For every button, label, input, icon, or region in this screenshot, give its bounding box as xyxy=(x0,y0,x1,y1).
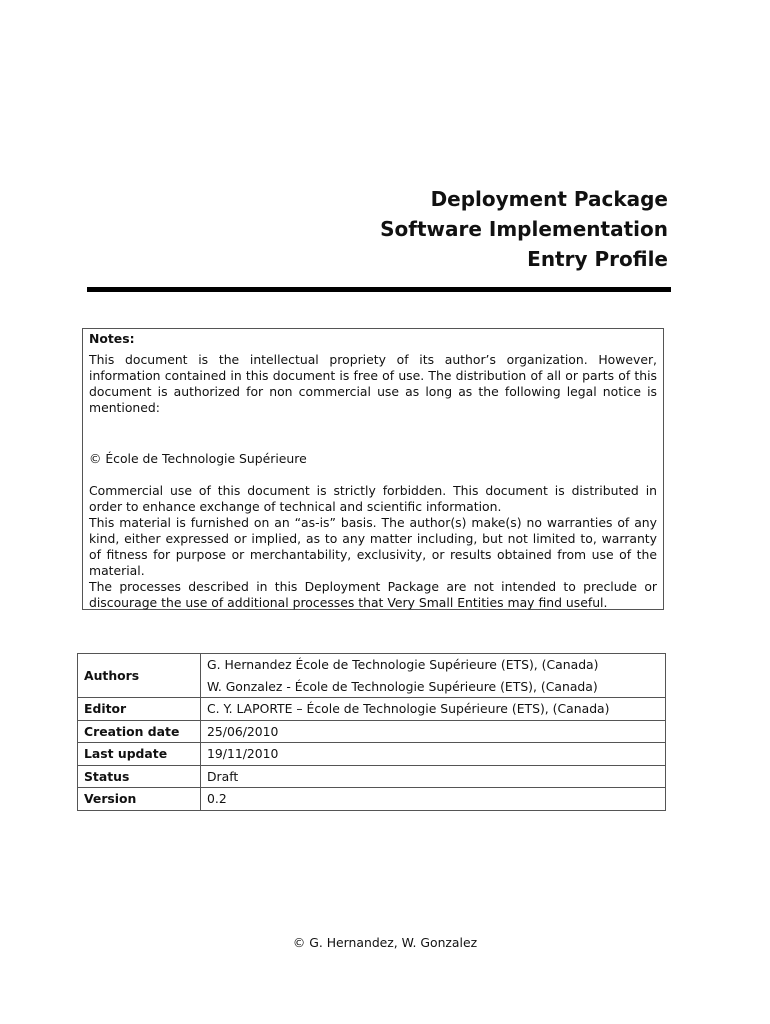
table-row xyxy=(78,720,666,743)
title-rule xyxy=(87,287,671,292)
creation-date-value: 25/06/2010 xyxy=(201,720,666,743)
document-title xyxy=(380,184,668,274)
notes-heading: Notes: xyxy=(89,331,135,346)
notes-box xyxy=(82,328,664,610)
footer-copyright: © G. Hernandez, W. Gonzalez xyxy=(292,935,478,950)
notes-copyright: © École de Technologie Supérieure xyxy=(89,451,307,466)
table-row xyxy=(78,654,666,698)
editor-value: C. Y. LAPORTE – École de Technologie Supérieure (ETS), (Canada) xyxy=(201,698,666,721)
notes-paragraph-3: This material is furnished on an “as-is” basis. The author(s) make(s) no warranties of any kind, either expressed or implied, as to any matter including, but not limited to, warranty of fitness for purpose or merchantability, exclusivity, or results obtained from use of the material. xyxy=(89,515,657,578)
table-row xyxy=(78,788,666,811)
table-row xyxy=(78,743,666,766)
version-label: Version xyxy=(78,788,201,811)
editor-label: Editor xyxy=(78,698,201,721)
title-line-2: Software Implementation xyxy=(380,217,668,241)
author-line-1: G. Hernandez École de Technologie Supérieure (ETS), (Canada) xyxy=(207,657,599,672)
authors-label: Authors xyxy=(78,654,201,698)
title-line-3: Entry Profile xyxy=(527,247,668,271)
version-value: 0.2 xyxy=(201,788,666,811)
status-label: Status xyxy=(78,765,201,788)
table-row xyxy=(78,698,666,721)
last-update-label: Last update xyxy=(78,743,201,766)
status-value: Draft xyxy=(201,765,666,788)
notes-paragraph-4: The processes described in this Deployment Package are not intended to preclude or discourage the use of additional processes that Very Small Entities may find useful. xyxy=(89,579,657,610)
notes-paragraph-2: Commercial use of this document is strictly forbidden. This document is distributed in order to enhance exchange of technical and scientific information. xyxy=(89,483,657,514)
table-row xyxy=(78,765,666,788)
author-line-2: W. Gonzalez - École de Technologie Supérieure (ETS), (Canada) xyxy=(207,678,598,694)
creation-date-label: Creation date xyxy=(78,720,201,743)
title-line-1: Deployment Package xyxy=(430,187,668,211)
last-update-value: 19/11/2010 xyxy=(201,743,666,766)
authors-value xyxy=(201,654,666,698)
notes-paragraph-1: This document is the intellectual propriety of its author’s organization. However, information contained in this document is free of use. The distribution of all or parts of this document is authorized for non commercial use as long as the following legal notice is mentioned: xyxy=(89,352,657,415)
document-info-table xyxy=(77,653,666,811)
